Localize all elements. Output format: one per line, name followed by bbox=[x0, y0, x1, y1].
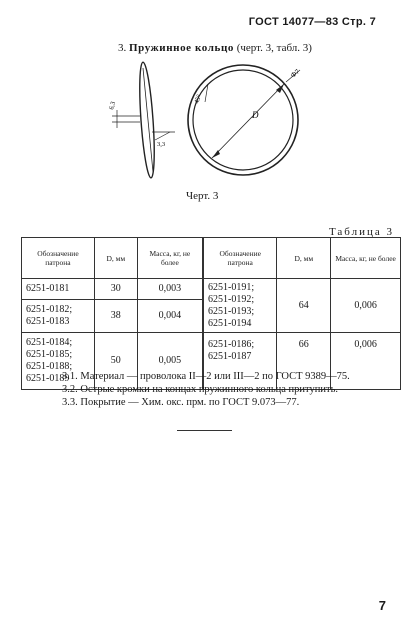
cell-code: 6251-0184; 6251-0185; 6251-0188; 6251-0189 bbox=[22, 333, 95, 390]
cell-d: 30 bbox=[94, 279, 137, 300]
cell-mass: 0,005 bbox=[137, 333, 203, 390]
header-mass: Масса, кг, не более bbox=[331, 238, 401, 279]
note-item: 3.2. Острые кромки на концах пружинного кольца притупить. bbox=[62, 384, 338, 395]
table-row bbox=[22, 279, 401, 300]
ring-side-view bbox=[108, 62, 175, 179]
cell-mass: 0,006 bbox=[331, 333, 401, 390]
ring-drawing bbox=[0, 60, 416, 190]
page-number: 7 bbox=[378, 598, 386, 613]
cell-code: 6251-0181 bbox=[22, 279, 95, 300]
phi-label: Ф7 bbox=[289, 67, 302, 80]
header-designation: Обозначение патрона bbox=[203, 238, 277, 279]
cell-mass: 0,004 bbox=[137, 300, 203, 333]
ring-front-view bbox=[188, 65, 302, 175]
cell-code: 6251-0191; 6251-0192; 6251-0193; 6251-0194 bbox=[203, 279, 277, 333]
page-header: ГОСТ 14077—83 Стр. 7 bbox=[248, 16, 376, 28]
cell-mass: 0,003 bbox=[137, 279, 203, 300]
section-title bbox=[118, 42, 312, 54]
divider bbox=[177, 430, 232, 431]
cell-d: 64 bbox=[277, 279, 331, 333]
dim-label-thick: 6,3 bbox=[108, 100, 118, 111]
header-diameter: D, мм bbox=[94, 238, 137, 279]
note-item: 3.1. Материал — проволока II—2 или III—2 по ГОСТ 9389—75. bbox=[62, 371, 350, 382]
diameter-label: D bbox=[252, 110, 259, 120]
table-title: Таблица 3 bbox=[328, 226, 394, 238]
header-designation: Обозначение патрона bbox=[22, 238, 95, 279]
cell-code: 6251-0186; 6251-0187 bbox=[203, 333, 277, 390]
cell-code: 6251-0182; 6251-0183 bbox=[22, 300, 95, 333]
notes-list bbox=[62, 370, 350, 409]
cell-d: 38 bbox=[94, 300, 137, 333]
dim-label-thin: 3,3 bbox=[157, 141, 166, 148]
figure-caption: Черт. 3 bbox=[186, 190, 219, 202]
cell-d: 50 bbox=[94, 333, 137, 390]
section-reference: (черт. 3, табл. 3) bbox=[236, 42, 312, 54]
angle-label: 45° bbox=[193, 93, 203, 105]
cell-d: 66 bbox=[277, 333, 331, 390]
section-title-bold: Пружинное кольцо bbox=[129, 42, 234, 54]
cell-mass: 0,006 bbox=[331, 279, 401, 333]
section-number: 3. bbox=[118, 42, 127, 54]
spec-table bbox=[21, 237, 401, 390]
header-diameter: D, мм bbox=[277, 238, 331, 279]
table-header-row bbox=[22, 238, 401, 279]
note-item: 3.3. Покрытие — Хим. окс. прм. по ГОСТ 9.073—77. bbox=[62, 397, 300, 408]
header-mass: Масса, кг, не более bbox=[137, 238, 203, 279]
